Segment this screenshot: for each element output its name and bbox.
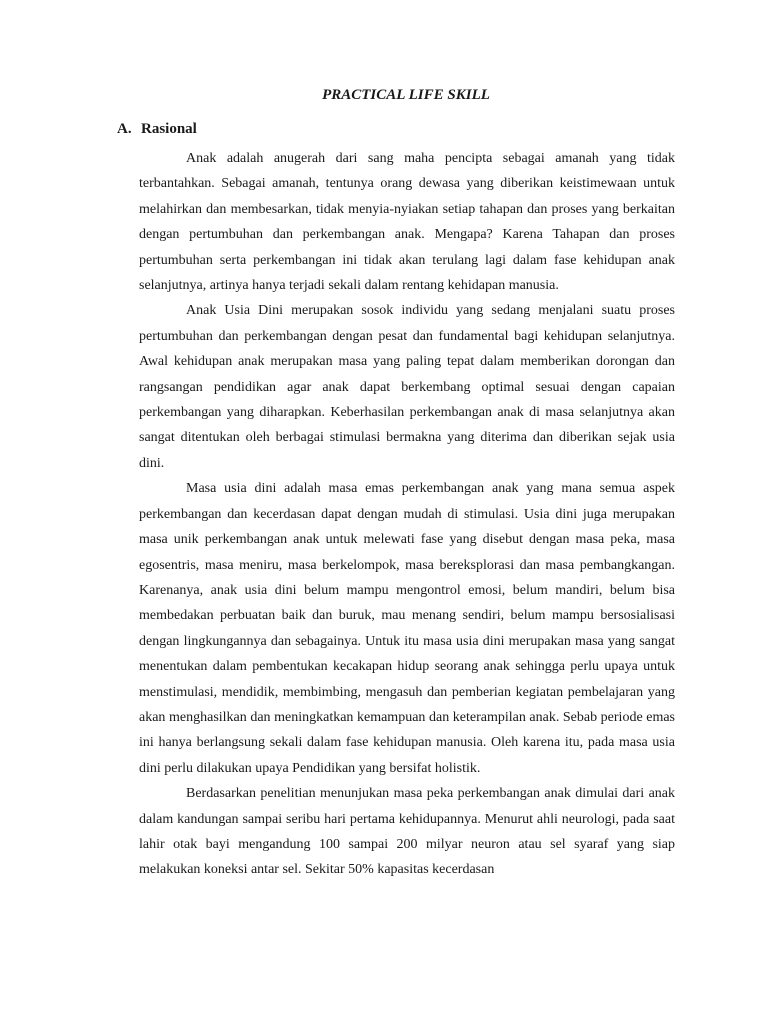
paragraph-3: Masa usia dini adalah masa emas perkembangan anak yang mana semua aspek perkembangan dan kecerdasan dapat dengan mudah di stimulasi. Usia dini juga merupakan masa unik perkembangan anak untuk melewati fase yang disebut dengan masa peka, masa egosentris, masa meniru, masa berkelompok, masa bereksplorasi dan masa pembangkangan. Karenanya, anak usia dini belum mampu mengontrol emosi, belum mandiri, belum bisa membedakan perbuatan baik dan buruk, mau menang sendiri, belum mampu bersosialisasi dengan lingkungannya dan sebagainya. Untuk itu masa usia dini merupakan masa yang sangat menentukan dalam pembentukan kecakapan hidup seorang anak sehingga perlu upaya untuk menstimulasi, mendidik, membimbing, mengasuh dan pemberian kegiatan pembelajaran yang akan menghasilkan dan meningkatkan kemampuan dan keterampilan anak. Sebab periode emas ini hanya berlangsung sekali dalam fase kehidupan manusia. Oleh karena itu, pada masa usia dini perlu dilakukan upaya Pendidikan yang bersifat holistik. <box>139 481 675 776</box>
section-title: Rasional <box>141 121 197 137</box>
section-number: A. <box>117 121 132 137</box>
paragraph-2: Anak Usia Dini merupakan sosok individu yang sedang menjalani suatu proses pertumbuhan dan perkembangan dengan pesat dan fundamental bagi kehidupan selanjutnya. Awal kehidupan anak merupakan masa yang paling tepat dalam memberikan dorongan dan rangsangan pendidikan agar anak dapat berkembang optimal sesuai dengan capaian perkembangan yang diharapkan. Keberhasilan perkembangan anak di masa selanjutnya akan sangat ditentukan oleh berbagai stimulasi bermakna yang diterima dan diberikan sejak usia dini. <box>139 303 675 471</box>
document-title: PRACTICAL LIFE SKILL <box>322 87 490 103</box>
section-heading <box>117 121 197 138</box>
paragraph-4: Berdasarkan penelitian menunjukan masa peka perkembangan anak dimulai dari anak dalam kandungan sampai seribu hari pertama kehidupannya. Menurut ahli neurologi, pada saat lahir otak bayi mengandung 100 sampai 200 milyar neuron atau sel syaraf yang siap melakukan koneksi antar sel. Sekitar 50% kapasitas kecerdasan <box>139 786 675 878</box>
paragraph-1: Anak adalah anugerah dari sang maha pencipta sebagai amanah yang tidak terbantahkan. Sebagai amanah, tentunya orang dewasa yang diberikan keistimewaan untuk melahirkan dan membesarkan, tidak menyia-nyiakan setiap tahapan dan proses yang berkaitan dengan pertumbuhan dan perkembangan anak. Mengapa? Karena Tahapan dan proses pertumbuhan serta perkembangan ini tidak akan terulang lagi dalam fase kehidupan anak selanjutnya, artinya hanya terjadi sekali dalam rentang kehidapan manusia. <box>139 151 675 294</box>
section-body <box>139 146 675 883</box>
